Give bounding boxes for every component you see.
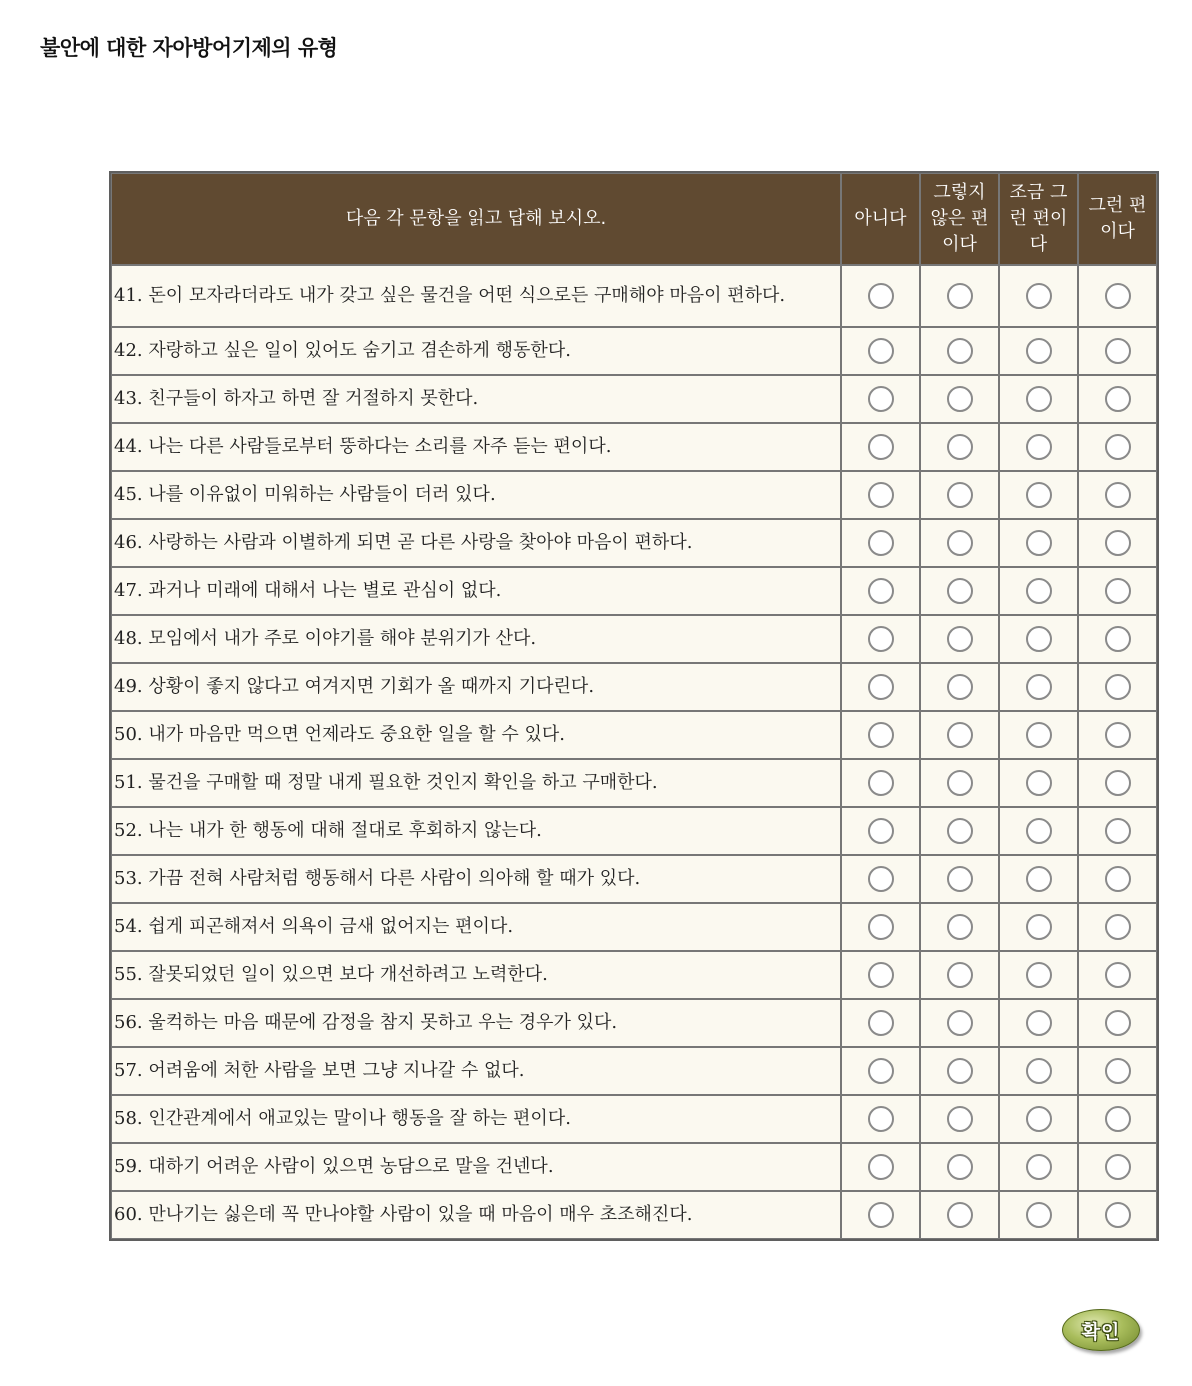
option-cell — [999, 423, 1078, 471]
question-text: 59. 대하기 어려운 사람이 있으면 농담으로 말을 건넨다. — [111, 1143, 841, 1191]
answer-radio[interactable] — [1026, 1202, 1052, 1228]
option-cell — [841, 903, 920, 951]
option-header-yes: 그런 편이다 — [1078, 173, 1157, 265]
question-text: 43. 친구들이 하자고 하면 잘 거절하지 못한다. — [111, 375, 841, 423]
option-cell — [999, 265, 1078, 327]
answer-radio[interactable] — [868, 914, 894, 940]
answer-radio[interactable] — [1026, 770, 1052, 796]
answer-radio[interactable] — [947, 1154, 973, 1180]
option-cell — [1078, 471, 1157, 519]
option-cell — [999, 1095, 1078, 1143]
answer-radio[interactable] — [1026, 434, 1052, 460]
question-text: 57. 어려움에 처한 사람을 보면 그냥 지나갈 수 없다. — [111, 1047, 841, 1095]
answer-radio[interactable] — [947, 1106, 973, 1132]
table-row — [111, 567, 1157, 615]
confirm-button-label: 확인 — [1081, 1320, 1121, 1343]
table-row — [111, 375, 1157, 423]
answer-radio[interactable] — [1105, 1058, 1131, 1084]
option-cell — [920, 711, 999, 759]
option-cell — [841, 999, 920, 1047]
question-text: 51. 물건을 구매할 때 정말 내게 필요한 것인지 확인을 하고 구매한다. — [111, 759, 841, 807]
table-row — [111, 903, 1157, 951]
answer-radio[interactable] — [1026, 1106, 1052, 1132]
answer-radio[interactable] — [868, 578, 894, 604]
option-cell — [1078, 567, 1157, 615]
option-cell — [841, 855, 920, 903]
option-cell — [920, 951, 999, 999]
answer-radio[interactable] — [1105, 1154, 1131, 1180]
answer-radio[interactable] — [1026, 578, 1052, 604]
option-header-no: 아니다 — [841, 173, 920, 265]
option-cell — [1078, 855, 1157, 903]
option-cell — [920, 471, 999, 519]
table-row — [111, 519, 1157, 567]
option-cell — [1078, 1095, 1157, 1143]
table-header-row — [111, 173, 1157, 265]
answer-radio[interactable] — [868, 482, 894, 508]
answer-radio[interactable] — [868, 283, 894, 309]
table-row — [111, 807, 1157, 855]
option-cell — [1078, 759, 1157, 807]
option-cell — [1078, 615, 1157, 663]
answer-radio[interactable] — [1026, 818, 1052, 844]
answer-radio[interactable] — [947, 530, 973, 556]
table-row — [111, 951, 1157, 999]
option-cell — [999, 903, 1078, 951]
question-text: 46. 사랑하는 사람과 이별하게 되면 곧 다른 사랑을 찾아야 마음이 편하다. — [111, 519, 841, 567]
answer-radio[interactable] — [1026, 338, 1052, 364]
answer-radio[interactable] — [1026, 1154, 1052, 1180]
answer-radio[interactable] — [947, 626, 973, 652]
answer-radio[interactable] — [1105, 482, 1131, 508]
answer-radio[interactable] — [1026, 722, 1052, 748]
answer-radio[interactable] — [1105, 578, 1131, 604]
answer-radio[interactable] — [868, 530, 894, 556]
table-row — [111, 999, 1157, 1047]
option-cell — [999, 567, 1078, 615]
option-cell — [920, 265, 999, 327]
option-cell — [999, 1191, 1078, 1239]
option-cell — [999, 999, 1078, 1047]
table-row — [111, 265, 1157, 327]
option-cell — [999, 759, 1078, 807]
answer-radio[interactable] — [947, 866, 973, 892]
answer-radio[interactable] — [868, 386, 894, 412]
answer-radio[interactable] — [1105, 722, 1131, 748]
answer-radio[interactable] — [947, 914, 973, 940]
table-row — [111, 711, 1157, 759]
question-list — [111, 265, 1157, 1239]
option-cell — [841, 519, 920, 567]
answer-radio[interactable] — [1105, 1202, 1131, 1228]
option-cell — [920, 1191, 999, 1239]
option-cell — [999, 519, 1078, 567]
option-cell — [999, 1143, 1078, 1191]
answer-radio[interactable] — [1105, 962, 1131, 988]
option-cell — [1078, 423, 1157, 471]
option-cell — [999, 471, 1078, 519]
option-cell — [841, 1095, 920, 1143]
option-cell — [1078, 711, 1157, 759]
answer-radio[interactable] — [947, 818, 973, 844]
option-cell — [1078, 1191, 1157, 1239]
option-cell — [841, 327, 920, 375]
table-row — [111, 1095, 1157, 1143]
question-text: 55. 잘못되었던 일이 있으면 보다 개선하려고 노력한다. — [111, 951, 841, 999]
answer-radio[interactable] — [1105, 770, 1131, 796]
table-row — [111, 663, 1157, 711]
answer-radio[interactable] — [947, 962, 973, 988]
question-text: 45. 나를 이유없이 미워하는 사람들이 더러 있다. — [111, 471, 841, 519]
option-cell — [920, 327, 999, 375]
option-cell — [841, 615, 920, 663]
question-text: 42. 자랑하고 싶은 일이 있어도 숨기고 겸손하게 행동한다. — [111, 327, 841, 375]
table-row — [111, 615, 1157, 663]
option-cell — [920, 663, 999, 711]
option-cell — [1078, 327, 1157, 375]
answer-radio[interactable] — [947, 283, 973, 309]
table-row — [111, 855, 1157, 903]
table-row — [111, 1047, 1157, 1095]
option-cell — [1078, 375, 1157, 423]
answer-radio[interactable] — [868, 962, 894, 988]
option-cell — [999, 327, 1078, 375]
question-text: 60. 만나기는 싫은데 꼭 만나야할 사람이 있을 때 마음이 매우 초조해진다. — [111, 1191, 841, 1239]
option-cell — [1078, 999, 1157, 1047]
answer-radio[interactable] — [947, 338, 973, 364]
confirm-button[interactable] — [1062, 1309, 1140, 1351]
answer-radio[interactable] — [1026, 962, 1052, 988]
table-row — [111, 471, 1157, 519]
option-cell — [999, 663, 1078, 711]
option-cell — [1078, 1047, 1157, 1095]
question-text: 47. 과거나 미래에 대해서 나는 별로 관심이 없다. — [111, 567, 841, 615]
option-cell — [920, 423, 999, 471]
question-text: 56. 울컥하는 마음 때문에 감정을 참지 못하고 우는 경우가 있다. — [111, 999, 841, 1047]
option-cell — [1078, 951, 1157, 999]
option-cell — [841, 265, 920, 327]
option-cell — [920, 615, 999, 663]
option-cell — [920, 519, 999, 567]
option-cell — [841, 759, 920, 807]
option-cell — [1078, 807, 1157, 855]
option-header-somewhat-yes: 조금 그런 편이다 — [999, 173, 1078, 265]
answer-radio[interactable] — [947, 482, 973, 508]
option-cell — [920, 375, 999, 423]
question-text: 48. 모임에서 내가 주로 이야기를 해야 분위기가 산다. — [111, 615, 841, 663]
option-cell — [841, 807, 920, 855]
option-cell — [841, 951, 920, 999]
question-text: 49. 상황이 좋지 않다고 여겨지면 기회가 올 때까지 기다린다. — [111, 663, 841, 711]
answer-radio[interactable] — [947, 578, 973, 604]
answer-radio[interactable] — [1026, 1058, 1052, 1084]
option-cell — [920, 807, 999, 855]
option-cell — [999, 951, 1078, 999]
answer-radio[interactable] — [1105, 283, 1131, 309]
option-cell — [920, 999, 999, 1047]
option-cell — [920, 567, 999, 615]
option-header-somewhat-no: 그렇지 않은 편이다 — [920, 173, 999, 265]
option-cell — [1078, 265, 1157, 327]
table-row — [111, 1143, 1157, 1191]
option-cell — [999, 711, 1078, 759]
option-cell — [999, 1047, 1078, 1095]
answer-radio[interactable] — [1026, 530, 1052, 556]
option-cell — [1078, 903, 1157, 951]
answer-radio[interactable] — [868, 818, 894, 844]
answer-radio[interactable] — [1026, 1010, 1052, 1036]
answer-radio[interactable] — [947, 770, 973, 796]
answer-radio[interactable] — [947, 434, 973, 460]
answer-radio[interactable] — [868, 1154, 894, 1180]
answer-radio[interactable] — [868, 1202, 894, 1228]
answer-radio[interactable] — [947, 1010, 973, 1036]
answer-radio[interactable] — [947, 674, 973, 700]
option-cell — [841, 1191, 920, 1239]
option-cell — [1078, 663, 1157, 711]
option-cell — [841, 471, 920, 519]
answer-radio[interactable] — [1105, 914, 1131, 940]
answer-radio[interactable] — [947, 722, 973, 748]
option-cell — [1078, 1143, 1157, 1191]
option-cell — [841, 663, 920, 711]
answer-radio[interactable] — [1105, 866, 1131, 892]
answer-radio[interactable] — [1105, 1106, 1131, 1132]
answer-radio[interactable] — [1105, 674, 1131, 700]
question-text: 52. 나는 내가 한 행동에 대해 절대로 후회하지 않는다. — [111, 807, 841, 855]
option-cell — [920, 759, 999, 807]
table-row — [111, 327, 1157, 375]
answer-radio[interactable] — [868, 1106, 894, 1132]
option-cell — [841, 1143, 920, 1191]
answer-radio[interactable] — [1026, 866, 1052, 892]
answer-radio[interactable] — [868, 1058, 894, 1084]
question-text: 53. 가끔 전혀 사람처럼 행동해서 다른 사람이 의아해 할 때가 있다. — [111, 855, 841, 903]
answer-radio[interactable] — [1026, 626, 1052, 652]
answer-radio[interactable] — [1026, 914, 1052, 940]
option-cell — [841, 375, 920, 423]
option-cell — [841, 711, 920, 759]
answer-radio[interactable] — [1105, 530, 1131, 556]
option-cell — [999, 375, 1078, 423]
answer-radio[interactable] — [1026, 386, 1052, 412]
answer-radio[interactable] — [1105, 818, 1131, 844]
option-cell — [999, 807, 1078, 855]
option-cell — [841, 1047, 920, 1095]
question-text: 50. 내가 마음만 먹으면 언제라도 중요한 일을 할 수 있다. — [111, 711, 841, 759]
question-text: 41. 돈이 모자라더라도 내가 갖고 싶은 물건을 어떤 식으로든 구매해야 마음이 편하다. — [111, 265, 841, 327]
answer-radio[interactable] — [868, 434, 894, 460]
question-text: 44. 나는 다른 사람들로부터 뚱하다는 소리를 자주 듣는 편이다. — [111, 423, 841, 471]
answer-radio[interactable] — [868, 338, 894, 364]
option-cell — [999, 855, 1078, 903]
answer-radio[interactable] — [868, 866, 894, 892]
option-cell — [841, 567, 920, 615]
question-text: 58. 인간관계에서 애교있는 말이나 행동을 잘 하는 편이다. — [111, 1095, 841, 1143]
answer-radio[interactable] — [947, 386, 973, 412]
option-cell — [1078, 519, 1157, 567]
table-row — [111, 759, 1157, 807]
option-cell — [920, 1143, 999, 1191]
instruction-header: 다음 각 문항을 읽고 답해 보시오. — [111, 173, 841, 265]
page-title: 불안에 대한 자아방어기제의 유형 — [40, 36, 338, 60]
survey-table — [109, 171, 1159, 1241]
answer-radio[interactable] — [1105, 626, 1131, 652]
answer-radio[interactable] — [868, 674, 894, 700]
answer-radio[interactable] — [868, 770, 894, 796]
answer-radio[interactable] — [947, 1202, 973, 1228]
option-cell — [920, 855, 999, 903]
table-row — [111, 1191, 1157, 1239]
answer-radio[interactable] — [1026, 482, 1052, 508]
answer-radio[interactable] — [1105, 434, 1131, 460]
question-text: 54. 쉽게 피곤해져서 의욕이 금새 없어지는 편이다. — [111, 903, 841, 951]
answer-radio[interactable] — [1026, 283, 1052, 309]
option-cell — [920, 1095, 999, 1143]
answer-radio[interactable] — [868, 722, 894, 748]
table-row — [111, 423, 1157, 471]
answer-radio[interactable] — [947, 1058, 973, 1084]
option-cell — [920, 903, 999, 951]
answer-radio[interactable] — [1105, 1010, 1131, 1036]
answer-radio[interactable] — [1105, 386, 1131, 412]
answer-radio[interactable] — [1105, 338, 1131, 364]
option-cell — [841, 423, 920, 471]
option-cell — [920, 1047, 999, 1095]
answer-radio[interactable] — [1026, 674, 1052, 700]
answer-radio[interactable] — [868, 626, 894, 652]
answer-radio[interactable] — [868, 1010, 894, 1036]
option-cell — [999, 615, 1078, 663]
